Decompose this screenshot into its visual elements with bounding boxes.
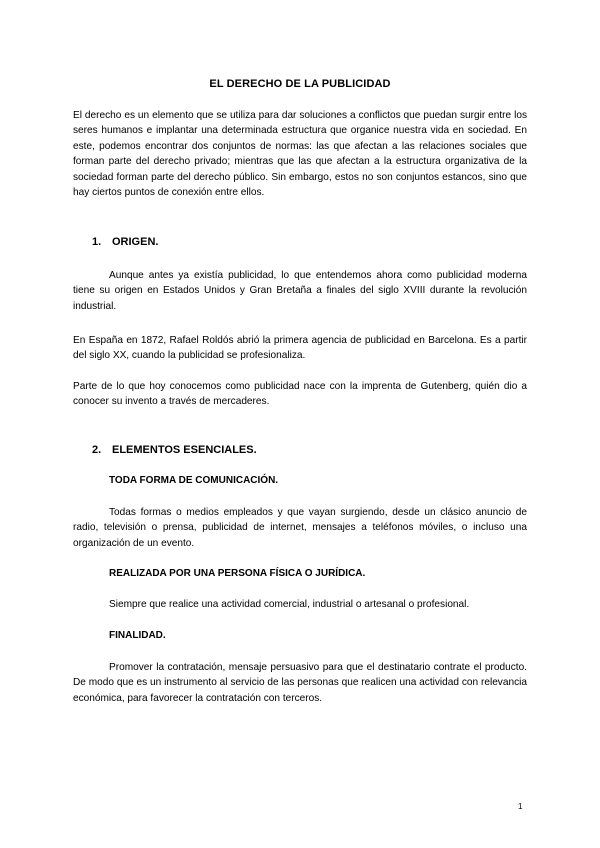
section-number: 1.: [92, 236, 102, 248]
section-heading-origen: [92, 236, 158, 248]
section-heading-elementos: [92, 444, 257, 456]
section-number: 2.: [92, 444, 102, 456]
origen-paragraph-3: Parte de lo que hoy conocemos como publicidad nace con la imprenta de Gutenberg, quién dio a conocer su invento a través de mercaderes.: [73, 381, 527, 408]
subsection-text-comunicacion: Todas formas o medios empleados y que vayan surgiendo, desde un clásico anuncio de radio, televisión o prensa, publicidad de internet, mensajes a teléfonos móviles, o incluso una organización de un evento.: [73, 507, 527, 549]
subsection-heading-finalidad: FINALIDAD.: [109, 630, 166, 641]
subsection-text-finalidad: Promover la contratación, mensaje persuasivo para que el destinatario contrate el producto. De modo que es un instrumento al servicio de las personas que realicen una actividad con relevancia económica, para favorecer la contratación con terceros.: [73, 662, 527, 704]
page-number: 1: [518, 802, 523, 811]
subsection-heading-persona: REALIZADA POR UNA PERSONA FÍSICA O JURÍDICA.: [109, 568, 366, 579]
subsection-text-persona: Siempre que realice una actividad comercial, industrial o artesanal o profesional.: [109, 599, 470, 610]
origen-paragraph-2: En España en 1872, Rafael Roldós abrió la primera agencia de publicidad en Barcelona. Es a partir del siglo XX, cuando la publicidad se profesionaliza.: [73, 335, 527, 362]
section-title: ORIGEN.: [112, 236, 159, 248]
intro-paragraph: El derecho es un elemento que se utiliza para dar soluciones a conflictos que puedan surgir entre los seres humanos e implantar una determinada estructura que organice nuestra vida en sociedad. En este, podemos encontrar dos conjuntos de normas: las que afectan a las relaciones sociales que forman parte del derecho privado; mientras que las que afectan a la estructura organizativa de la sociedad forman parte del derecho público. Sin embargo, estos no son conjuntos estancos, sino que hay ciertos puntos de conexión entre ellos.: [73, 110, 527, 199]
origen-paragraph-1: Aunque antes ya existía publicidad, lo que entendemos ahora como publicidad moderna tiene su origen en Estados Unidos y Gran Bretaña a finales del siglo XVIII durante la revolución industrial.: [73, 270, 527, 312]
subsection-heading-comunicacion: TODA FORMA DE COMUNICACIÓN.: [109, 475, 279, 486]
section-title: ELEMENTOS ESENCIALES.: [112, 444, 257, 456]
document-title: EL DERECHO DE LA PUBLICIDAD: [209, 78, 391, 90]
